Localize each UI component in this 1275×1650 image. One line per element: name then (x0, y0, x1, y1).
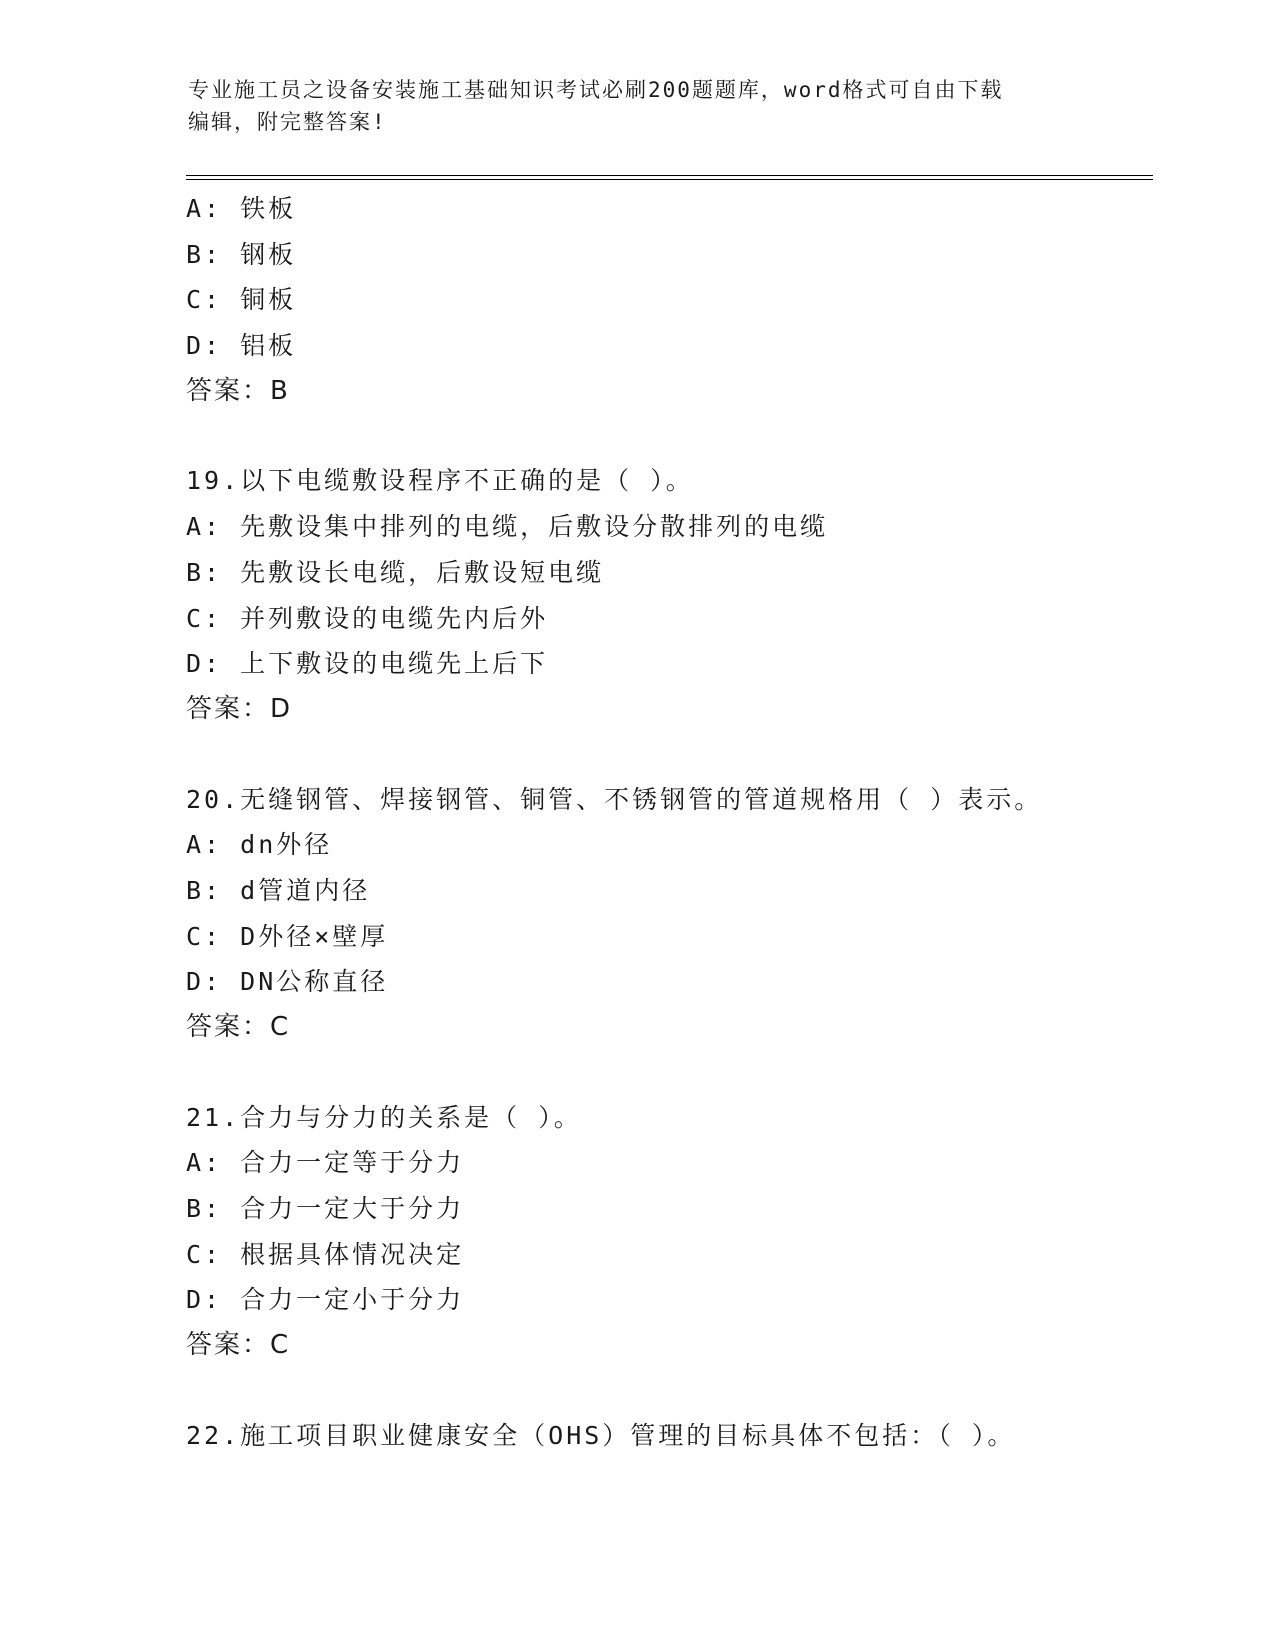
question-text: 20.无缝钢管、焊接钢管、铜管、不锈钢管的管道规格用（ ）表示。 (186, 784, 1043, 814)
option-a: A: dn外径 (186, 830, 333, 860)
option-d: D: 上下敷设的电缆先上后下 (186, 649, 549, 679)
option-b: B: 先敷设长电缆，后敷设短电缆 (186, 557, 605, 587)
question-text: 19.以下电缆敷设程序不正确的是（ ）。 (186, 466, 694, 496)
question-content (186, 186, 1146, 1459)
question-block-20 (186, 777, 1146, 1051)
option-b: B: d管道内径 (186, 875, 371, 905)
answer-line: 答案：D (186, 693, 293, 724)
option-a: A: 铁板 (186, 194, 297, 223)
option-c: C: D外径×壁厚 (186, 921, 389, 951)
header-line-1: 专业施工员之设备安装施工基础知识考试必刷200题题库，word格式可自由下载 (188, 78, 1004, 102)
question-text: 22.施工项目职业健康安全（OHS）管理的目标具体不包括：（ ）。 (186, 1420, 1016, 1450)
answer-line: 答案：C (186, 1012, 291, 1042)
option-c: C: 根据具体情况决定 (186, 1239, 465, 1269)
option-b: B: 钢板 (186, 239, 297, 269)
header-rule-top (186, 175, 1153, 176)
header-rule-bottom (186, 179, 1153, 180)
option-d: D: 铝板 (186, 331, 297, 361)
spacer (186, 1369, 1146, 1413)
answer-line: 答案：B (186, 375, 290, 406)
question-block-22 (186, 1413, 1146, 1459)
header-line-2: 编辑，附完整答案! (188, 110, 387, 134)
option-b: B: 合力一定大于分力 (186, 1194, 465, 1224)
option-d: D: DN公称直径 (186, 967, 389, 997)
document-header (188, 74, 1088, 138)
option-c: C: 并列敷设的电缆先内后外 (186, 603, 549, 633)
question-block-18 (186, 186, 1146, 414)
option-c: C: 铜板 (186, 285, 297, 315)
option-a: A: 先敷设集中排列的电缆，后敷设分散排列的电缆 (186, 512, 829, 542)
option-d: D: 合力一定小于分力 (186, 1285, 465, 1315)
spacer (186, 733, 1146, 777)
spacer (186, 414, 1146, 458)
option-a: A: 合力一定等于分力 (186, 1148, 465, 1178)
spacer (186, 1051, 1146, 1095)
answer-line: 答案：C (186, 1330, 291, 1361)
question-text: 21.合力与分力的关系是（ ）。 (186, 1102, 582, 1132)
question-block-21 (186, 1095, 1146, 1369)
question-block-19 (186, 458, 1146, 732)
